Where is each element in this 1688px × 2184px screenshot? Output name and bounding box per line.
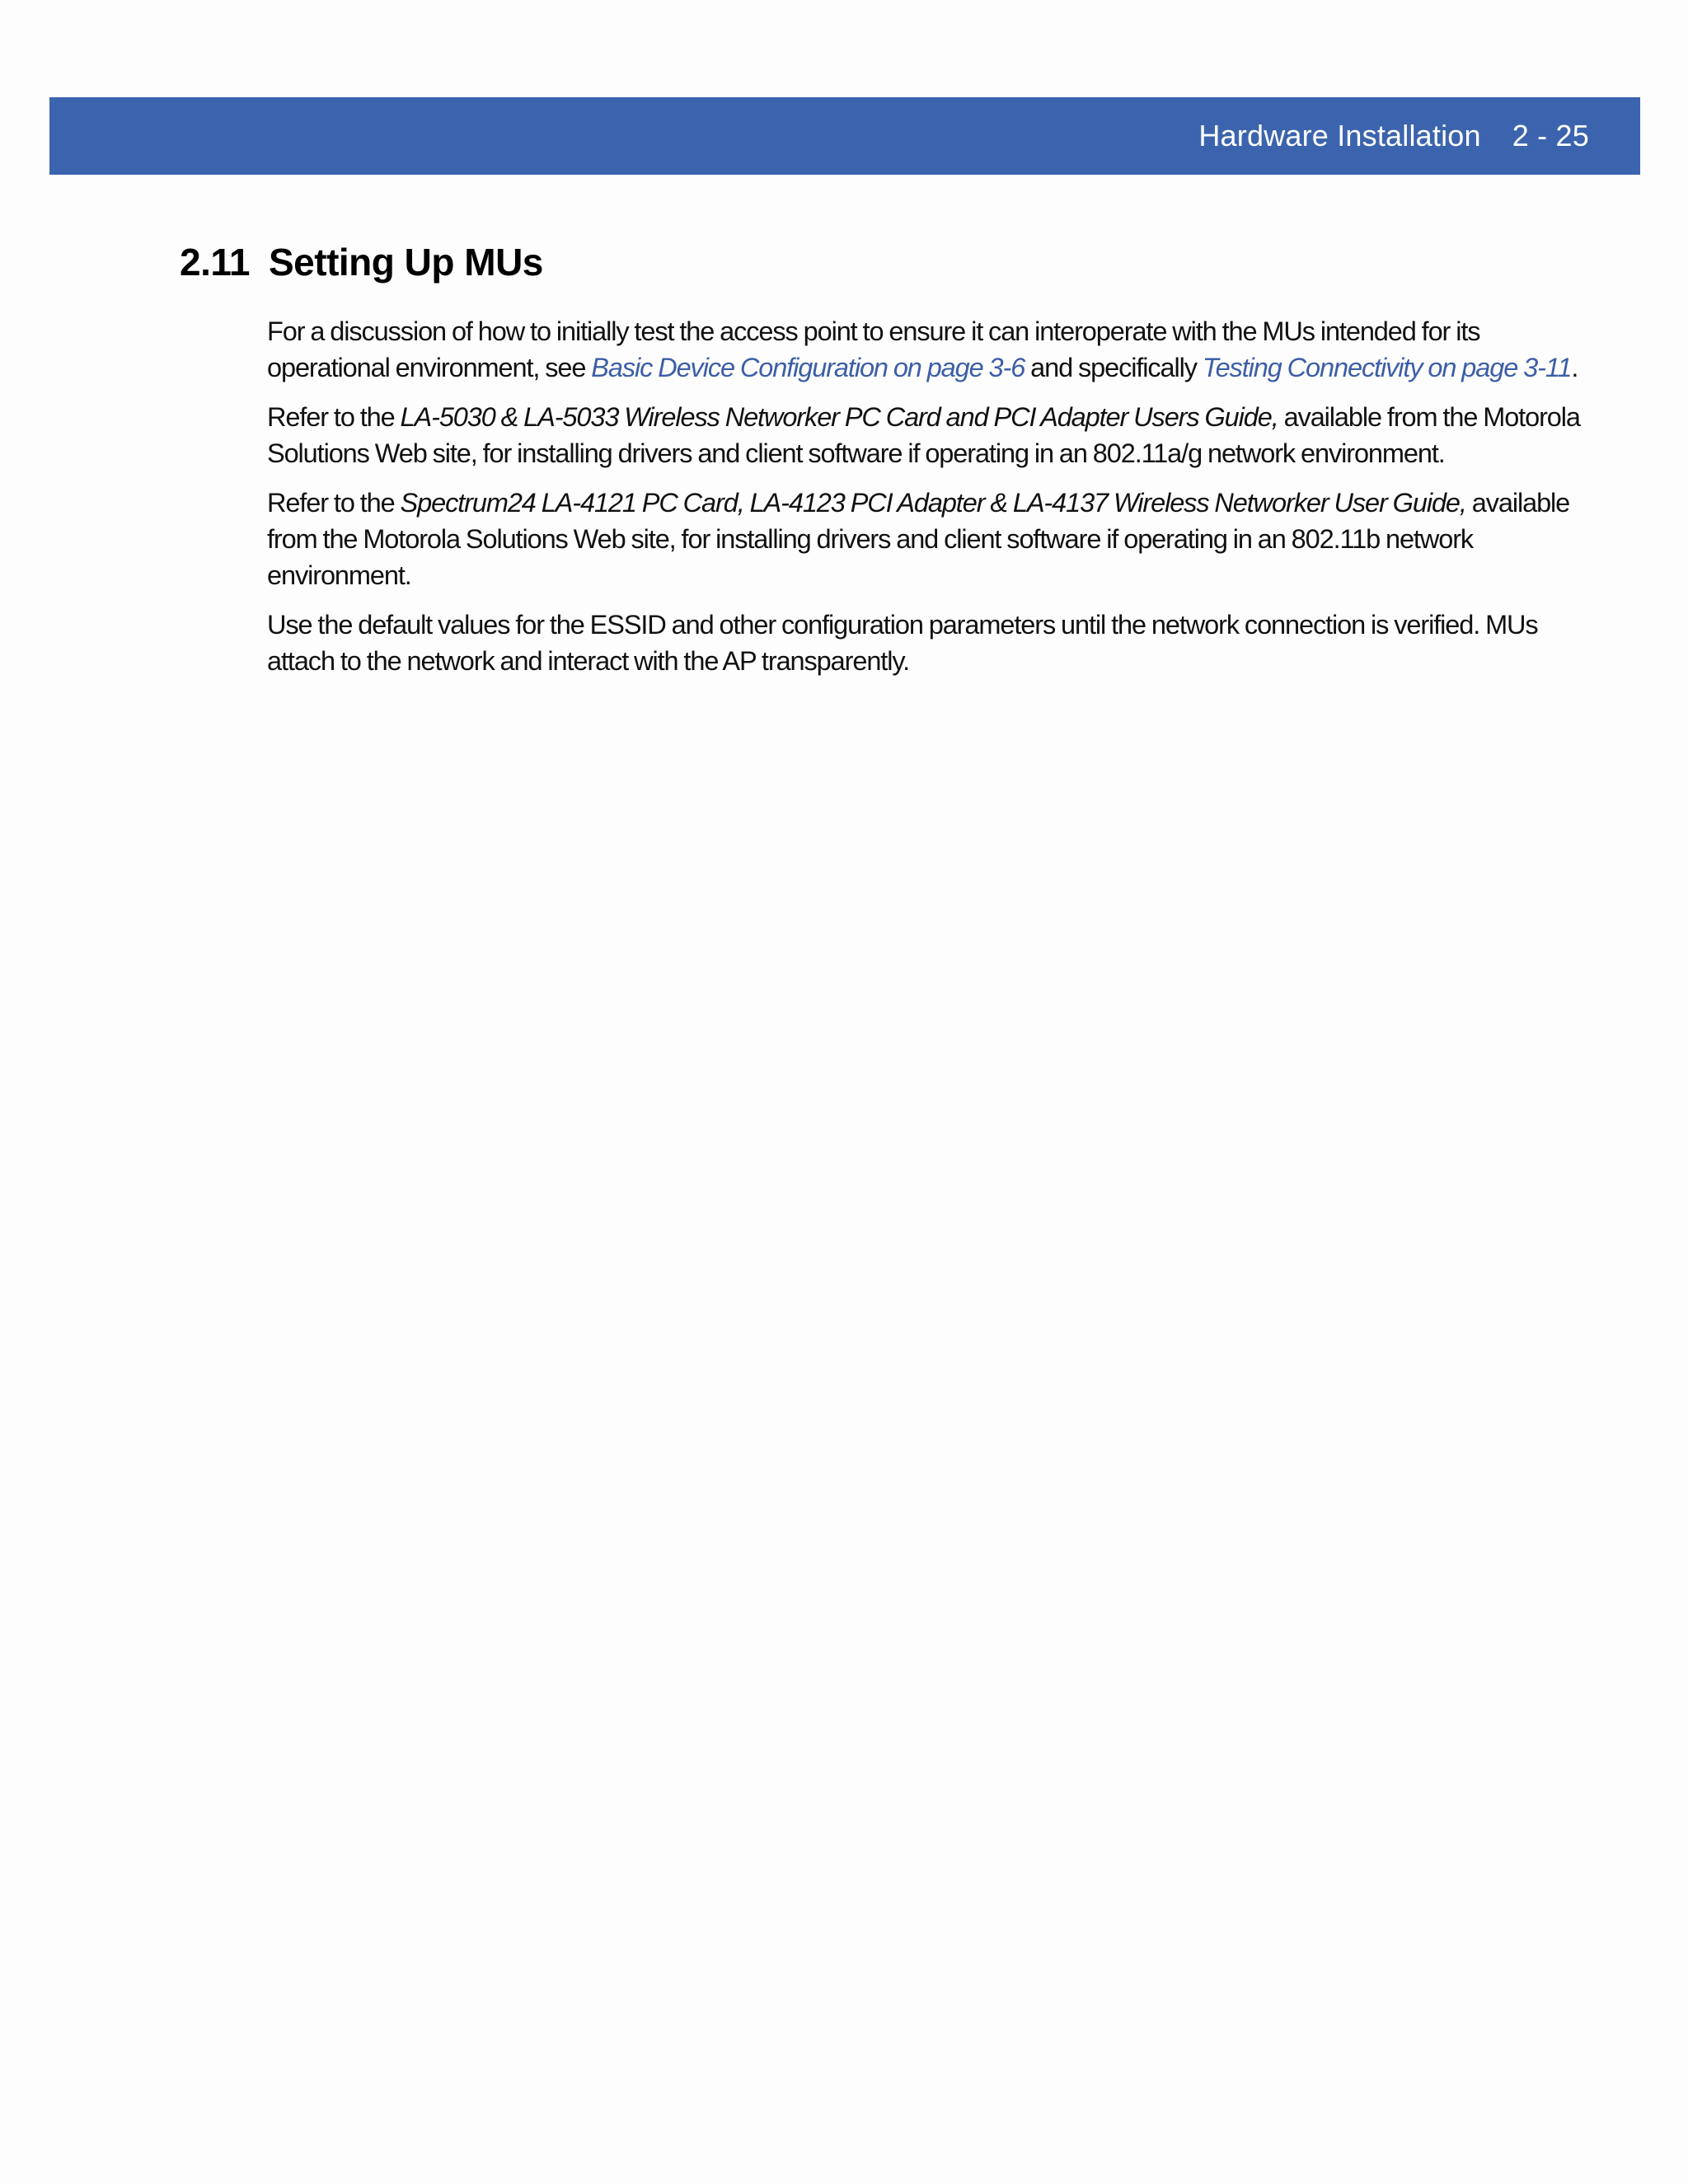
link-testing-connectivity[interactable]: Testing Connectivity on page 3-11 [1202,353,1572,382]
paragraph-text: available from the Motorola Solutions Web site, for installing drivers and client software if operating in an 802.11b network environment. [267,488,1570,590]
paragraph-default-values: Use the default values for the ESSID and other configuration parameters until the network connection is verified. MUs attach to the network and interact with the AP transparently. [267,610,1538,676]
guide-title: LA-5030 & LA-5033 Wireless Networker PC Card and PCI Adapter Users Guide, [400,402,1278,432]
section-heading [180,232,543,292]
section-number: 2.11 [180,241,250,284]
paragraph-la5030-guide [267,399,1586,471]
page-number: 2 - 25 [1512,119,1589,152]
paragraph-text: and specifically [1025,353,1203,382]
link-basic-device-configuration[interactable]: Basic Device Configuration on page 3-6 [591,353,1025,382]
paragraph-testing-intro [267,313,1586,386]
header-text [1198,97,1589,175]
chapter-title: Hardware Installation [1198,119,1481,152]
paragraph-spectrum24-guide [267,485,1586,593]
paragraph-text: . [1571,353,1578,382]
paragraph-text: Refer to the [267,402,401,432]
section-title: Setting Up MUs [269,241,543,284]
paragraph-text: available from the Motorola Solutions Web site, for installing drivers and client software if operating in an 802.11a/g network environment. [267,402,1580,468]
paragraph-text: For a discussion of how to initially test the access point to ensure it can interoperate with the MUs intended for its operational environment, see [267,316,1480,382]
paragraph-text: Refer to the [267,488,401,518]
section-body [267,313,1586,692]
page-header-bar [49,97,1640,175]
guide-title: Spectrum24 LA-4121 PC Card, LA-4123 PCI Adapter & LA-4137 Wireless Networker User Guide, [400,488,1466,518]
